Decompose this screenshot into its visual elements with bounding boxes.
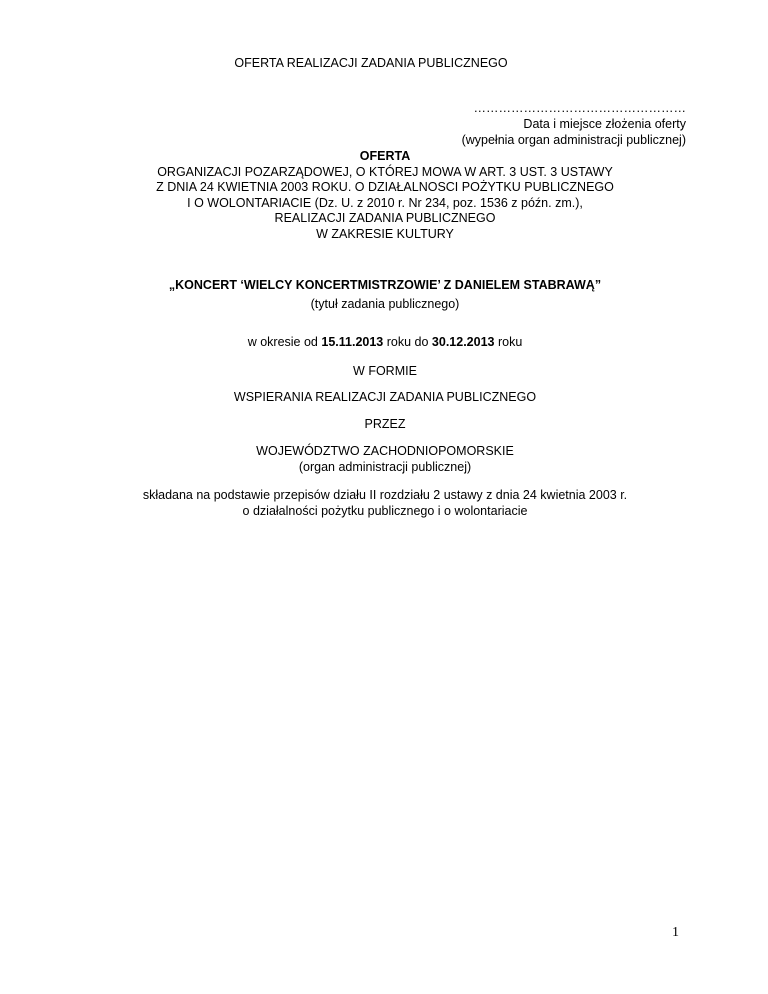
offer-line: ORGANIZACJI POZARZĄDOWEJ, O KTÓREJ MOWA W ART. 3 UST. 3 USTAWY [157, 164, 613, 179]
offer-line: W ZAKRESIE KULTURY [316, 226, 454, 241]
by-label: PRZEZ [364, 417, 406, 431]
period-start-date: 15.11.2013 [321, 335, 384, 349]
legal-basis-line: składana na podstawie przepisów działu II rozdziału 2 ustawy z dnia 24 kwietnia 2003 r. [142, 488, 628, 502]
date-note: (wypełnia organ administracji publicznej) [461, 133, 686, 147]
top-heading [0, 56, 768, 70]
support-label: WSPIERANIA REALIZACJI ZADANIA PUBLICZNEGO [233, 390, 537, 404]
top-heading-text: OFERTA REALIZACJI ZADANIA PUBLICZNEGO [234, 56, 508, 70]
legal-basis-line: o działalności pożytku publicznego i o wolontariacie [242, 503, 528, 518]
task-title: „KONCERT ‘WIELCY KONCERTMISTRZOWIE’ Z DANIELEM STABRAWĄ” [168, 278, 602, 292]
offer-title: OFERTA [359, 149, 411, 163]
offer-line: I O WOLONTARIACIE (Dz. U. z 2010 r. Nr 234, poz. 1536 z późn. zm.), [187, 195, 583, 210]
offer-line: Z DNIA 24 KWIETNIA 2003 ROKU. O DZIAŁALNOSCI POŻYTKU PUBLICZNEGO [156, 180, 614, 194]
legal-basis [60, 488, 710, 519]
offer-line: REALIZACJI ZADANIA PUBLICZNEGO [274, 211, 496, 225]
period-prefix: w okresie od [247, 335, 318, 349]
authority-caption: (organ administracji publicznej) [298, 459, 472, 474]
period-suffix: roku [497, 335, 523, 349]
authority-name: WOJEWÓDZTWO ZACHODNIOPOMORSKIE [256, 444, 514, 458]
date-placeholder-dots: …………………………………………… [473, 101, 686, 115]
task-title-caption: (tytuł zadania publicznego) [310, 297, 460, 311]
date-submission-block [440, 100, 686, 148]
authority-block [80, 444, 690, 475]
offer-block [80, 149, 690, 242]
task-period [80, 335, 690, 349]
period-middle: roku do [386, 335, 429, 349]
date-label: Data i miejsce złożenia oferty [523, 117, 686, 131]
period-end-date: 30.12.2013 [431, 335, 495, 349]
page-number: 1 [672, 925, 679, 940]
form-label: W FORMIE [353, 364, 417, 378]
